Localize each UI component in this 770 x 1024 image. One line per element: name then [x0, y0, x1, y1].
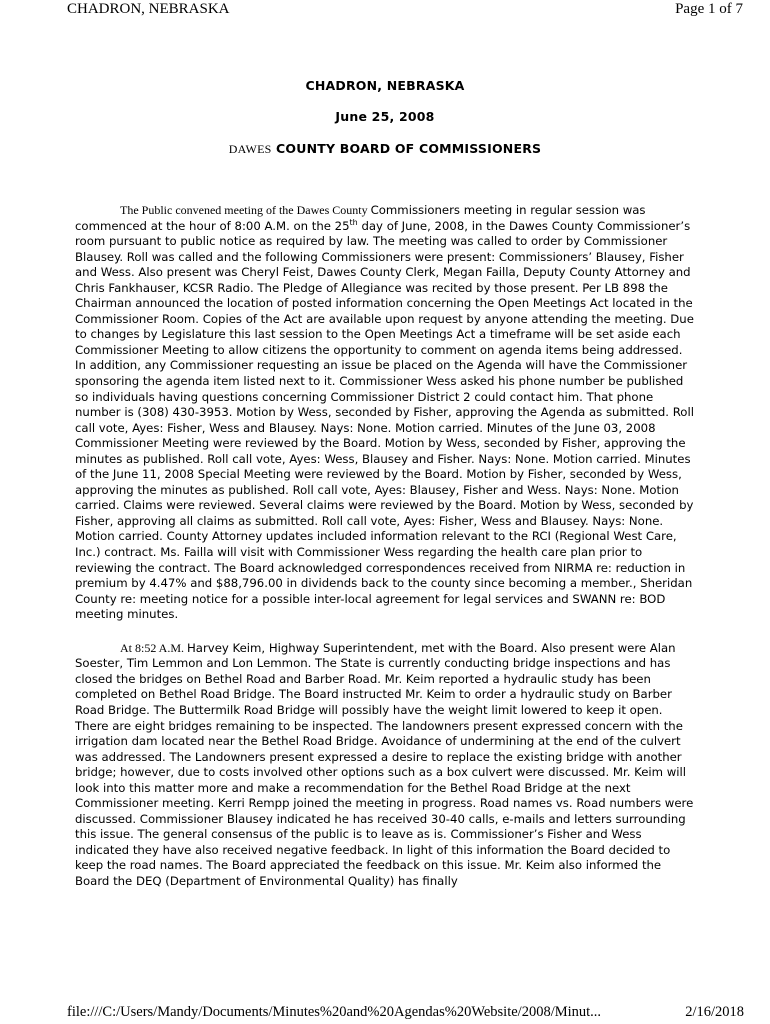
- ordinal-suffix: th: [349, 217, 358, 227]
- print-header: [0, 0, 770, 22]
- paragraph-highway: [75, 641, 695, 890]
- board-rest: COUNTY BOARD OF COMMISSIONERS: [271, 141, 542, 156]
- minutes-body: [75, 203, 695, 908]
- paragraph-lead: The Public convened meeting of the Dawes County: [120, 203, 371, 217]
- paragraph-text: Commissioners meeting in regular session was commenced at the hour of 8:00 A.M. on the 25: [75, 203, 646, 233]
- paragraph-text: Harvey Keim, Highway Superintendent, met with the Board. Also present were Alan Soester, Tim Lemmon and Lon Lemmon. The State is currently conducting bridge inspections and has closed the bridges on Bethel Road and Barber Road. Mr. Keim reported a hydraulic study has been completed on Bethel Road Bridge. The Board instructed Mr. Keim to order a hydraulic study on Barber Road Bridge. The Buttermilk Road Bridge will possibly have the weight limit lowered to keep it open. There are eight bridges remaining to be inspected. The landowners present expressed concern with the irrigation dam located near the Bethel Road Bridge. Avoidance of undermining at the end of the culvert was addressed. The Landowners present expressed a desire to replace the existing bridge with another bridge; however, due to costs involved other options such as a box culvert were discussed. Mr. Keim will look into this matter more and make a recommendation for the Bethel Road Bridge at the next Commissioner meeting. Kerri Rempp joined the meeting in progress. Road names vs. Road numbers were discussed. Commissioner Blausey indicated he has received 30-40 calls, e-mails and letters surrounding this issue. The general consensus of the public is to leave as is. Commissioner’s Fisher and Wess indicated they have also received negative feedback. In light of this information the Board decided to keep the road names. The Board appreciated the feedback on this issue. Mr. Keim also informed the Board the DEQ (Department of Environmental Quality) has finally: [75, 640, 694, 888]
- board-prefix: DAWES: [228, 142, 272, 156]
- file-path-link: file:///C:/Users/Mandy/Documents/Minutes%20and%20Agendas%20Website/2008/Minut...: [67, 1004, 602, 1020]
- page-number: Page 1 of 7: [675, 1, 743, 17]
- paragraph-opening: [75, 203, 695, 623]
- document-date-heading: June 25, 2008: [335, 109, 435, 124]
- document-place-heading: CHADRON, NEBRASKA: [305, 78, 465, 93]
- document-board-heading: [0, 141, 770, 157]
- print-date: 2/16/2018: [685, 1004, 744, 1020]
- paragraph-lead: At 8:52 A.M.: [120, 640, 188, 655]
- paragraph-text-continued: day of June, 2008, in the Dawes County Commissioner’s room pursuant to public notice as required by law. The meeting was called to order by Commissioner Blausey. Roll was called and the following Commissioners were present: Commissioners’ Blausey, Fisher and Wess. Also present was Cheryl Feist, Dawes County Clerk, Megan Failla, Deputy County Attorney and Chris Fankhauser, KCSR Radio. The Pledge of Allegiance was recited by those present. Per LB 898 the Chairman announced the location of posted information concerning the Open Meetings Act located in the Commissioner Room. Copies of the Act are available upon request by anyone attending the meeting. Due to changes by Legislature this last session to the Open Meetings Act a timeframe will be set aside each Commissioner Meeting to allow citizens the opportunity to comment on agenda items being addressed. In addition, any Commissioner requesting an issue be placed on the Agenda will have the Commissioner sponsoring the agenda item listed next to it. Commissioner Wess asked his phone number be published so individuals having questions concerning Commissioner District 2 could contact him. That phone number is (308) 430-3953. Motion by Wess, seconded by Fisher, approving the Agenda as submitted. Roll call vote, Ayes: Fisher, Wess and Blausey. Nays: None. Motion carried. Minutes of the June 03, 2008 Commissioner Meeting were reviewed by the Board. Motion by Wess, seconded by Fisher, approving the minutes as published. Roll call vote, Ayes: Wess, Blausey and Fisher. Nays: None. Motion carried. Minutes of the June 11, 2008 Special Meeting were reviewed by the Board. Motion by Fisher, seconded by Wess, approving the minutes as published. Roll call vote, Ayes: Blausey, Fisher and Wess. Nays: None. Motion carried. Claims were reviewed. Several claims were reviewed by the Board. Motion by Wess, seconded by Fisher, approving all claims as submitted. Roll call vote, Ayes: Fisher, Wess and Blausey. Nays: None. Motion carried. County Attorney updates included information relevant to the RCI (Regional West Care, Inc.) contract. Ms. Failla will visit with Commissioner Wess regarding the health care plan prior to reviewing the contract. The Board acknowledged correspondences received from NIRMA re: reduction in premium by 4.47% and $88,796.00 in dividends back to the county since becoming a member., Sheridan County re: meeting notice for a possible inter-local agreement for legal services and SWANN re: BOD meeting minutes.: [75, 218, 694, 622]
- print-footer: [0, 1004, 770, 1024]
- header-left-text: CHADRON, NEBRASKA: [67, 1, 230, 17]
